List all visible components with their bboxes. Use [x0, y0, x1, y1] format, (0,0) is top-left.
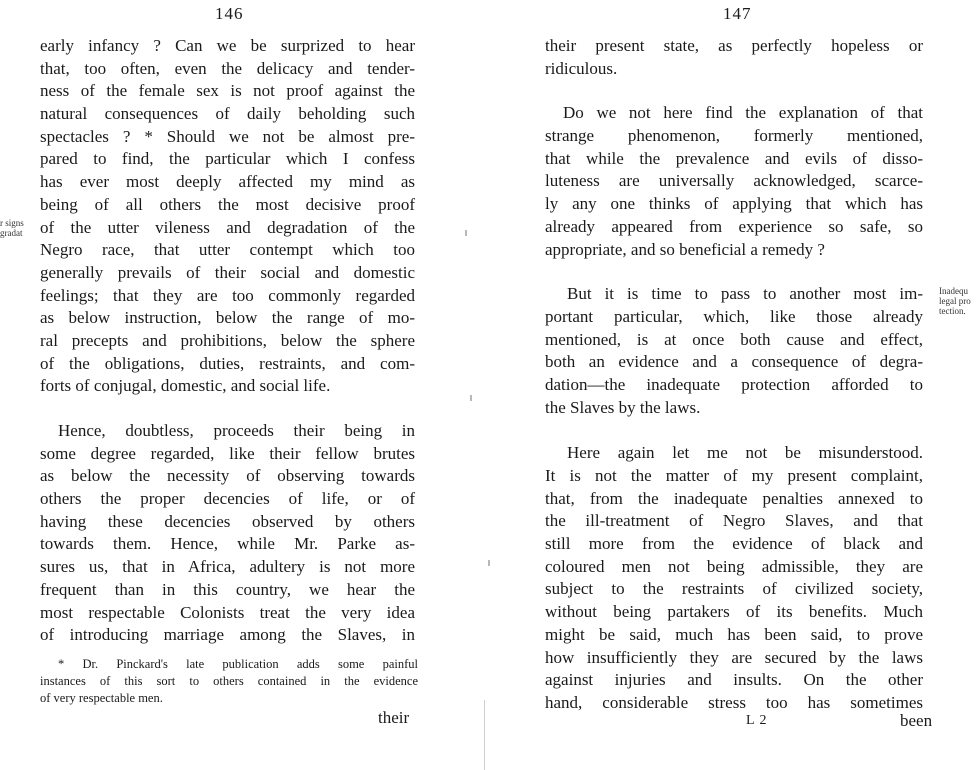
- text-line: ral precepts and prohibitions, below the sphere: [40, 330, 415, 350]
- text-line: portant particular, which, like those already: [545, 306, 923, 326]
- text-line: Negro race, that utter contempt which too: [40, 240, 415, 260]
- text-line: as below the necessity of observing towards: [40, 466, 415, 486]
- paragraph: [40, 35, 415, 398]
- right-page: [490, 0, 980, 770]
- margin-note-line: tection.: [939, 306, 966, 316]
- text-line: generally prevails of their social and domestic: [40, 262, 415, 282]
- text-line: that, from the inadequate penalties annexed to: [545, 488, 923, 508]
- text-line: forts of conjugal, domestic, and social life.: [40, 376, 331, 396]
- footnote: [40, 656, 418, 707]
- text-line: Do we not here find the explanation of that: [563, 103, 923, 123]
- text-line: pared to find, the particular which I confess: [40, 149, 415, 169]
- text-line: ness of the female sex is not proof against the: [40, 81, 415, 101]
- text-line: early infancy ? Can we be surprized to hear: [40, 36, 415, 55]
- gutter-mark: [470, 395, 472, 401]
- text-line: being of all others the most decisive proof: [40, 194, 415, 214]
- text-line: of the utter vileness and degradation of the: [40, 217, 415, 237]
- text-line: appropriate, and so beneficial a remedy ?: [545, 239, 825, 259]
- margin-note: [939, 286, 971, 316]
- text-line: as below instruction, below the range of mo-: [40, 308, 415, 328]
- text-line: others the proper decencies of life, or of: [40, 489, 415, 509]
- paragraph: [545, 283, 923, 419]
- text-line: has ever most deeply affected my mind as: [40, 172, 415, 192]
- text-line: of the obligations, duties, restraints, and com-: [40, 353, 415, 373]
- paragraph: [545, 35, 923, 80]
- gutter-mark: [465, 230, 467, 236]
- page-number: 147: [723, 4, 752, 23]
- text-line: sures us, that in Africa, adultery is not more: [40, 557, 415, 577]
- text-line: the ill-treatment of Negro Slaves, and that: [545, 511, 923, 531]
- footnote-line: * Dr. Pinckard's late publication adds some painful: [58, 657, 418, 671]
- signature-mark: L 2: [746, 713, 768, 728]
- text-line: still more from the evidence of black and: [545, 534, 923, 554]
- paragraph: [545, 102, 923, 261]
- text-line: Hence, doubtless, proceeds their being in: [58, 421, 415, 440]
- text-line: most respectable Colonists treat the very idea: [40, 602, 415, 622]
- margin-note-line: Inadequ: [939, 286, 968, 296]
- footnote-line: of very respectable men.: [40, 691, 163, 705]
- text-line: having these decencies observed by others: [40, 511, 415, 531]
- text-line: strange phenomenon, formerly mentioned,: [545, 126, 923, 146]
- text-line: It is not the matter of my present complaint,: [545, 466, 923, 485]
- paragraph: [545, 442, 923, 714]
- margin-note-line: r signs: [0, 218, 24, 228]
- text-line: mentioned, is at once both cause and effect,: [545, 329, 923, 349]
- text-line: against injuries and insults. On the other: [545, 670, 923, 690]
- text-line: their present state, as perfectly hopeless or: [545, 36, 923, 55]
- paragraph: [40, 420, 415, 647]
- text-line: that while the prevalence and evils of disso-: [545, 148, 923, 168]
- text-line: the Slaves by the laws.: [545, 397, 701, 417]
- page-gutter: [484, 700, 485, 770]
- text-line: both an evidence and a consequence of degra-: [545, 352, 923, 372]
- text-line: already appeared from experience so safe, so: [545, 216, 923, 236]
- text-line: spectacles ? * Should we not be almost pre-: [40, 126, 415, 146]
- text-line: dation—the inadequate protection afforded to: [545, 374, 923, 394]
- text-line: coloured men not being admissible, they are: [545, 556, 923, 576]
- text-line: some degree regarded, like their fellow brutes: [40, 443, 415, 463]
- text-line: without being partakers of its benefits. Much: [545, 602, 923, 622]
- text-line: Here again let me not be misunderstood.: [567, 443, 923, 463]
- text-block: [40, 35, 415, 647]
- catchword: their: [378, 708, 410, 727]
- text-line: ridiculous.: [545, 58, 618, 78]
- text-line: of introducing marriage among the Slaves, in: [40, 625, 415, 645]
- left-page: [0, 0, 480, 770]
- text-block: [545, 35, 923, 715]
- text-line: hand, considerable stress too has sometimes: [545, 692, 923, 712]
- text-line: how insufficiently they are secured by the laws: [545, 647, 923, 667]
- catchword: been: [900, 711, 933, 730]
- text-line: But it is time to pass to another most im-: [567, 284, 923, 304]
- margin-note-line: gradat: [0, 228, 23, 238]
- text-line: luteness are universally acknowledged, scarce-: [545, 171, 923, 191]
- text-line: that, too often, even the delicacy and tender-: [40, 58, 415, 78]
- text-line: subject to the restraints of civilized society,: [545, 579, 923, 599]
- page-number: 146: [215, 4, 244, 23]
- text-line: towards them. Hence, while Mr. Parke as-: [40, 534, 415, 554]
- margin-note: [0, 218, 24, 238]
- text-line: feelings; that they are too commonly regarded: [40, 285, 415, 305]
- text-line: natural consequences of daily beholding such: [40, 104, 415, 124]
- text-line: might be said, much has been said, to prove: [545, 624, 923, 644]
- text-line: ly any one thinks of applying that which has: [545, 194, 923, 214]
- text-line: frequent than in this country, we hear the: [40, 579, 415, 599]
- footnote-line: instances of this sort to others contained in the evidence: [40, 674, 418, 688]
- margin-note-line: legal pro: [939, 296, 971, 306]
